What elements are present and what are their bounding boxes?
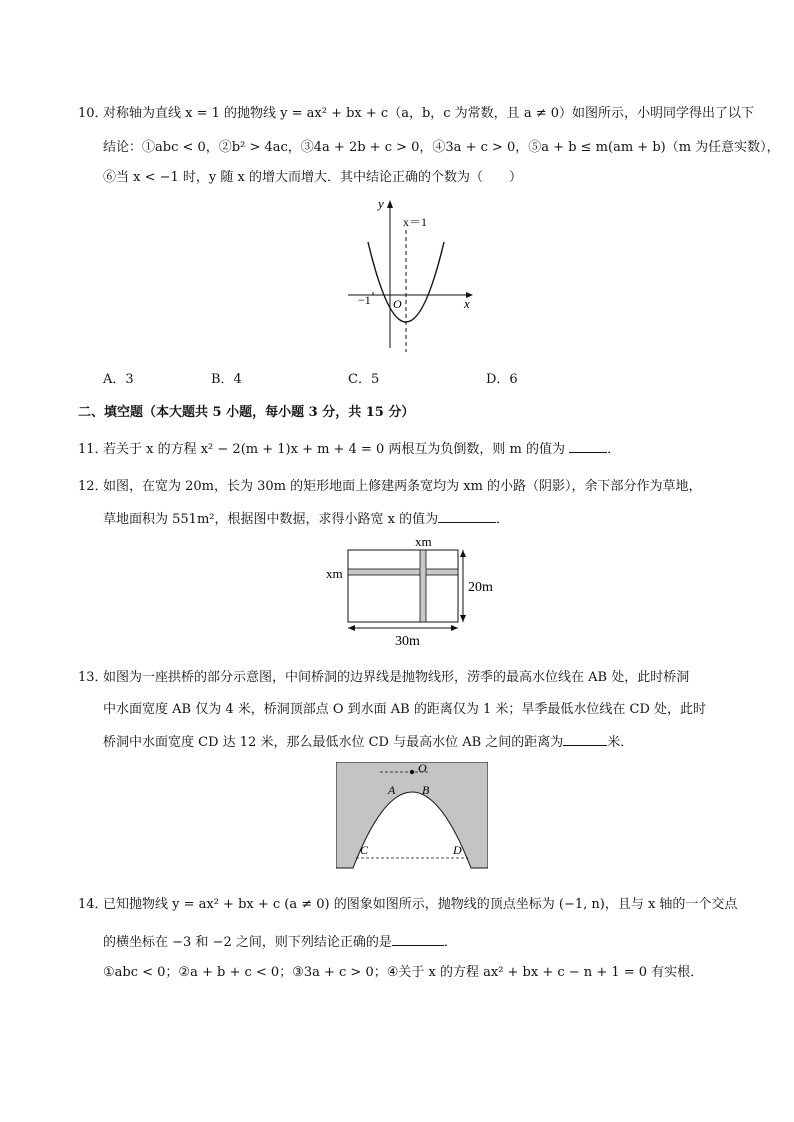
q10-y-label: y — [378, 196, 384, 211]
q14-line1 — [78, 893, 737, 912]
q10-axis-label: x＝1 — [403, 215, 428, 229]
q13-bridge-body — [336, 762, 488, 868]
q12-line1 — [78, 475, 702, 494]
q13-label-o: O — [418, 762, 427, 775]
q12-bottom-label: 30m — [395, 634, 420, 649]
q13-vertex-point — [410, 770, 414, 774]
q11-text-end: ． — [607, 442, 621, 457]
q13-text-line2: 中水面宽度 AB 仅为 4 米，桥洞顶部点 O 到水面 AB 的距离仅为 1 米；旱季最低水位线在 CD 处，此时 — [103, 702, 707, 717]
q13-text-line3: 桥洞中水面宽度 CD 达 12 米，那么最低水位 CD 与最高水位 AB 之间的距离为 — [103, 735, 564, 750]
q10-parabola-figure — [340, 196, 480, 356]
q14-text-line1: 已知抛物线 y = ax² + bx + c (a ≠ 0) 的图象如图所示，抛物线的顶点坐标为 (−1, n)，且与 x 轴的一个交点 — [103, 897, 738, 912]
q12-vertical-path — [420, 550, 426, 622]
q10-text-line1: 对称轴为直线 x = 1 的抛物线 y = ax² + bx + c（a，b，c 为常数，且 a ≠ 0）如图所示，小明同学得出了以下 — [103, 106, 754, 121]
q13-text-end: 米． — [607, 735, 634, 750]
q12-left-label: xm — [326, 566, 343, 581]
q14-text-end: ． — [443, 935, 457, 950]
q13-label-a: A — [388, 783, 396, 797]
q13-label-d: D — [453, 843, 462, 857]
q14-answer-blank — [392, 933, 444, 946]
q13-line1 — [78, 666, 689, 685]
q10-option-a: A．3 — [103, 372, 134, 387]
q11-text: 若关于 x 的方程 x² − 2(m + 1)x + m + 4 = 0 两根互为负倒数，则 m 的值为 — [103, 442, 565, 457]
q12-horizontal-path — [348, 569, 458, 575]
q12-text-end: ． — [496, 512, 510, 527]
q12-text-line2: 草地面积为 551m²，根据图中数据，求得小路宽 x 的值为 — [103, 512, 439, 527]
q10-text-line2: 结论：①abc < 0，②b² > 4ac，③4a + 2b + c > 0，④3a + c > 0，⑤a + b ≤ m(am + b)（m 为任意实数）， — [103, 140, 780, 155]
q13-number: 13． — [78, 670, 108, 685]
q10-number: 10． — [78, 106, 108, 121]
q14-text-line3: ①abc < 0；②a + b + c < 0；③3a + c > 0；④关于 x 的方程 ax² + bx + c − n + 1 = 0 有实根． — [103, 965, 704, 980]
q10-line1 — [78, 102, 754, 121]
q14-line2 — [103, 931, 457, 950]
q10-option-d: D．6 — [486, 372, 518, 387]
q13-label-c: C — [360, 843, 369, 857]
q12-top-label: xm — [415, 534, 432, 549]
q13-text-line1: 如图为一座拱桥的部分示意图，中间桥洞的边界线是抛物线形，涝季的最高水位线在 AB 处，此时桥洞 — [103, 670, 690, 685]
q10-option-b: B．4 — [211, 372, 242, 387]
q14-text-line2: 的横坐标在 −3 和 −2 之间，则下列结论正确的是 — [103, 935, 392, 950]
q12-right-label: 20m — [468, 580, 493, 595]
q12-field-rect — [348, 550, 458, 622]
q13-label-b: B — [422, 783, 430, 797]
q10-neg1-label: −1 — [358, 293, 371, 307]
q12-rectangle-figure — [320, 532, 500, 650]
q10-x-label: x — [464, 296, 470, 311]
q12-answer-blank — [438, 510, 496, 523]
q11-answer-blank — [569, 440, 607, 453]
q13-arch-bridge-figure — [336, 762, 488, 870]
q12-number: 12． — [78, 479, 108, 494]
q11-number: 11． — [78, 442, 108, 457]
q11-line — [78, 438, 620, 457]
q10-option-c: C．5 — [348, 372, 380, 387]
q10-y-arrow — [387, 200, 393, 208]
q12-line2 — [103, 508, 509, 527]
q12-height-arrow-top — [460, 550, 466, 557]
q12-width-arrow-right — [451, 625, 458, 631]
q10-text-line3: ⑥当 x < −1 时，y 随 x 的增大而增大．其中结论正确的个数为（ ） — [103, 170, 522, 185]
q13-answer-blank — [563, 733, 607, 746]
q14-number: 14． — [78, 897, 108, 912]
q10-origin-label: O — [393, 297, 402, 311]
q12-text-line1: 如图，在宽为 20m，长为 30m 的矩形地面上修建两条宽均为 xm 的小路（阴影），余下部分作为草地， — [103, 479, 702, 494]
q12-height-arrow-bottom — [460, 615, 466, 622]
q12-width-arrow-left — [348, 625, 355, 631]
q13-line3 — [103, 731, 633, 750]
section2-title: 二、填空题（本大题共 5 小题，每小题 3 分，共 15 分） — [78, 405, 415, 420]
